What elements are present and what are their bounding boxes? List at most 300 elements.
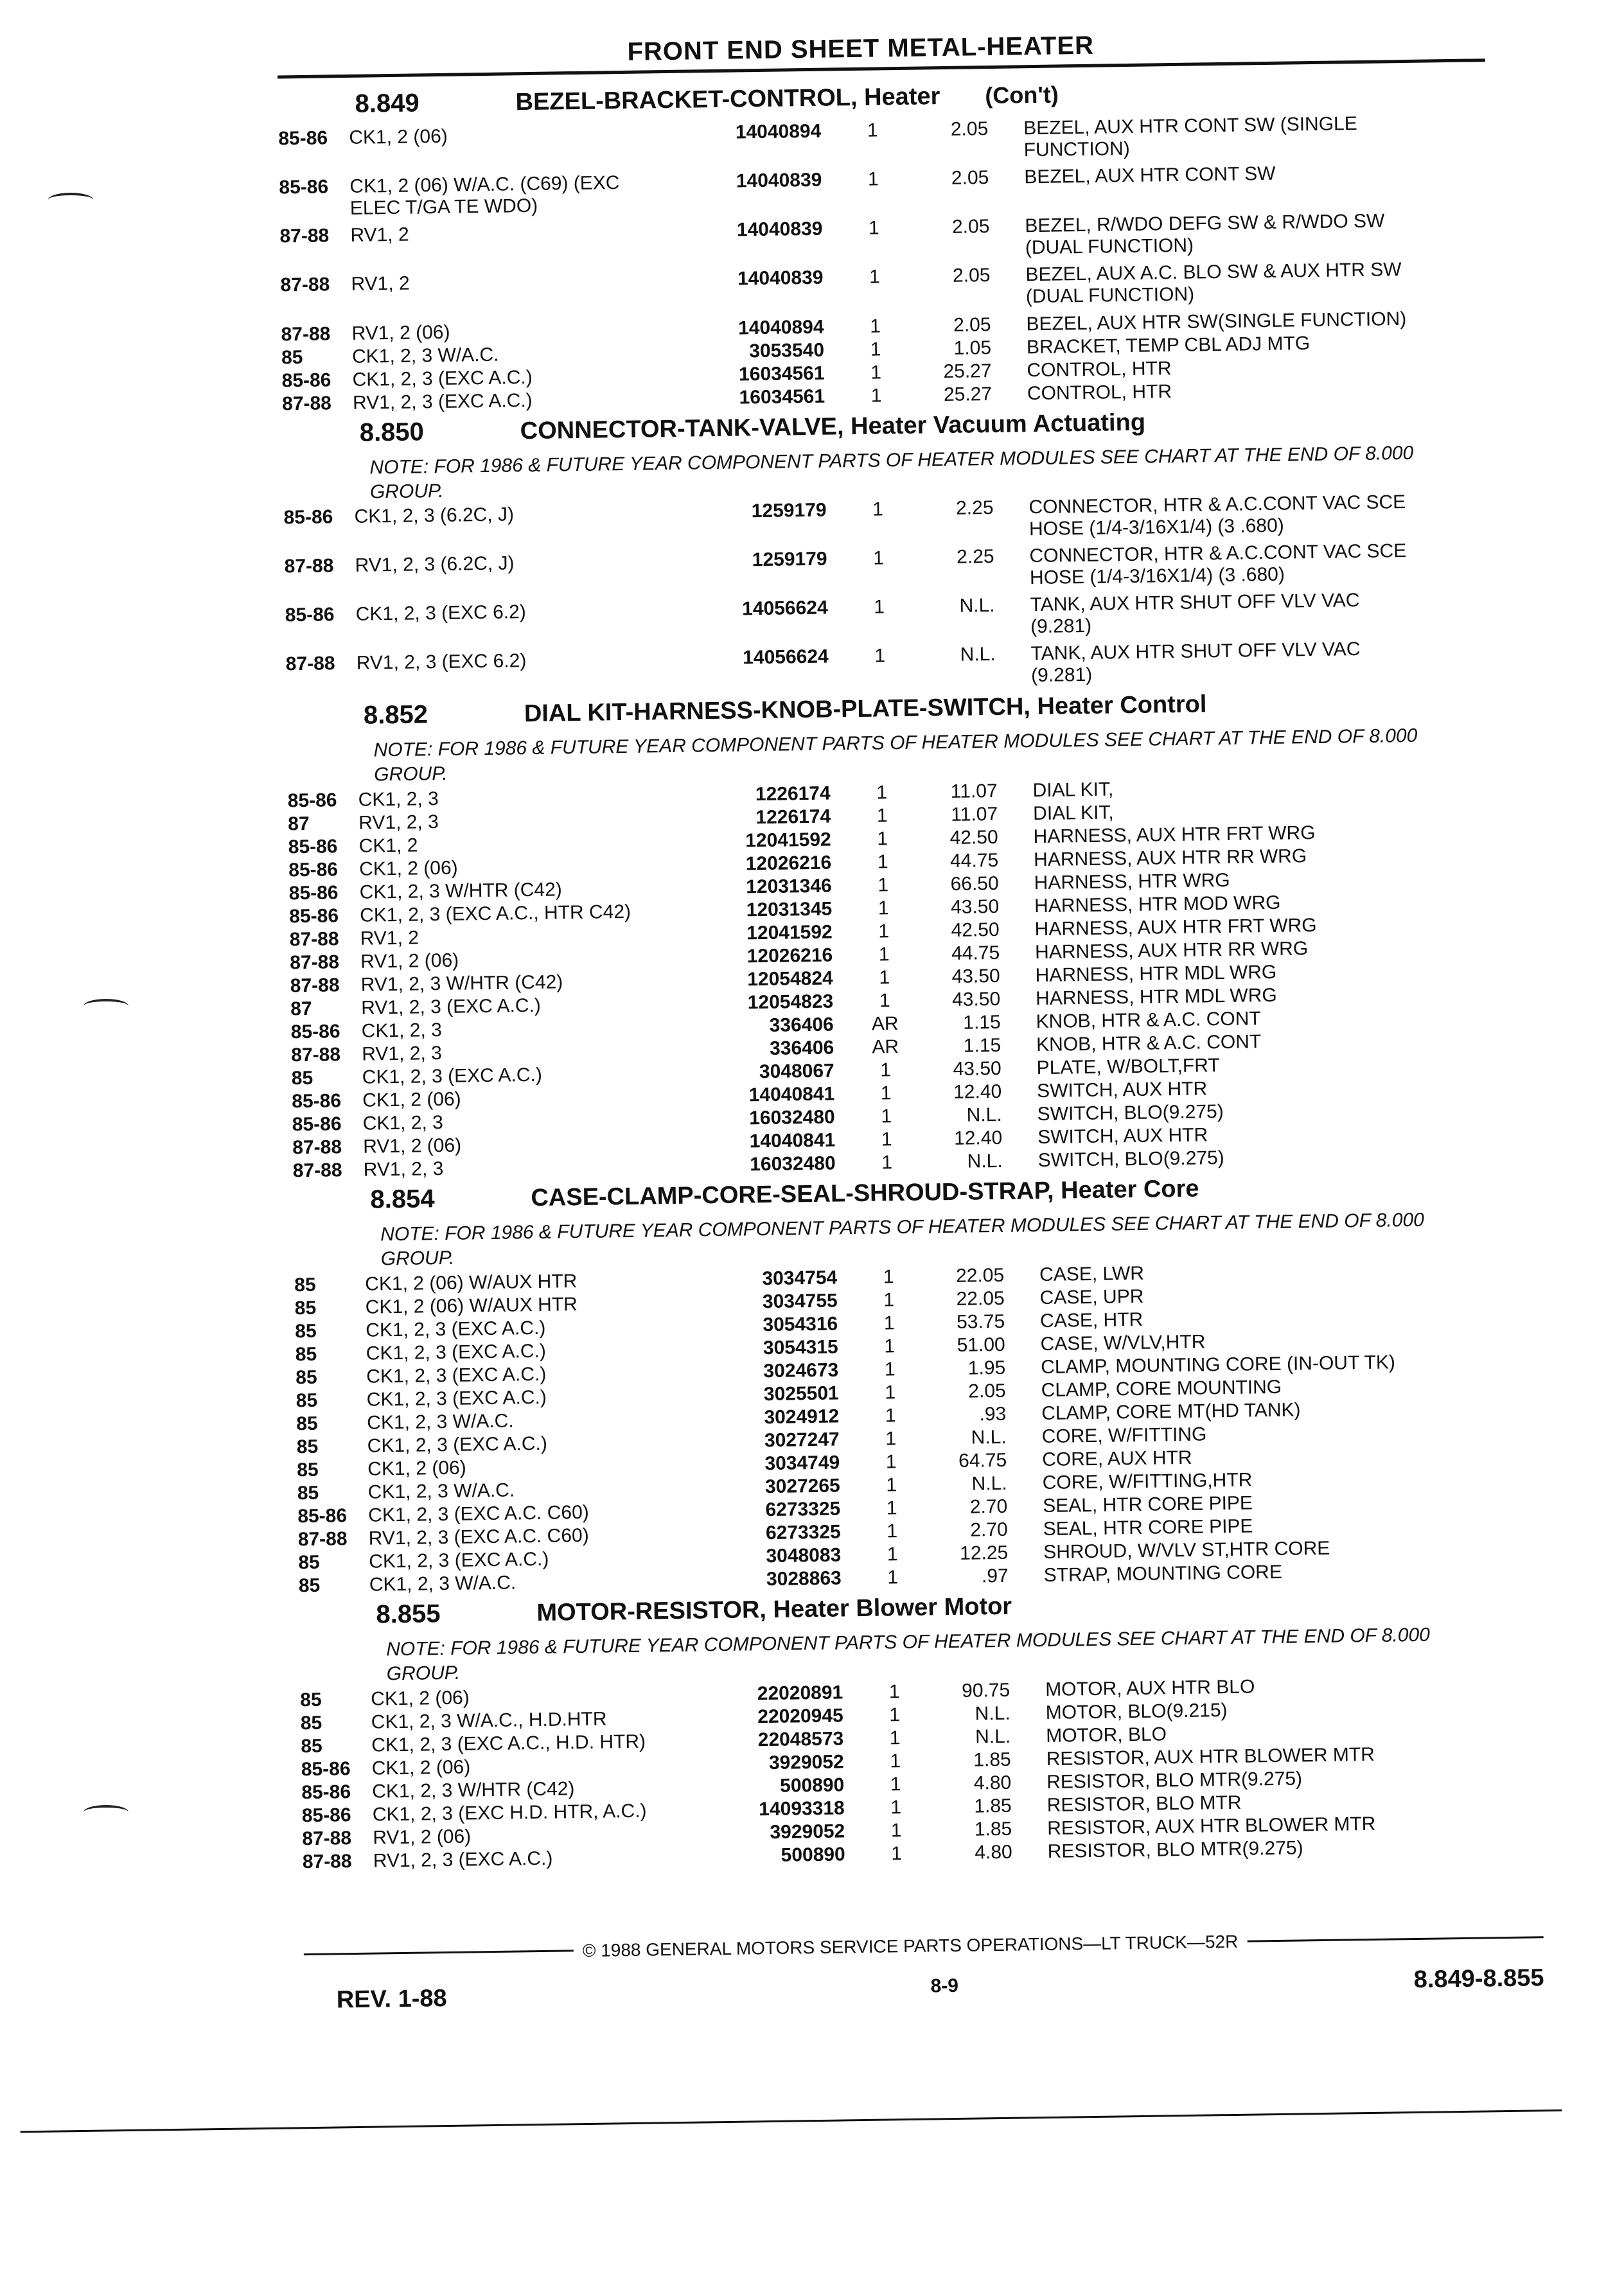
application: CK1, 2, 3 (EXC H.D. HTR, A.C.)	[372, 1800, 647, 1826]
year-range: 85-86	[278, 127, 328, 150]
description: RESISTOR, AUX HTR BLOWER MTR	[1046, 1813, 1376, 1839]
price: N.L.	[971, 1426, 1007, 1449]
description: HARNESS, HTR MOD WRG	[1034, 892, 1281, 917]
description: MOTOR, BLO	[1045, 1723, 1167, 1747]
section-2	[287, 685, 1526, 1183]
part-number: 12041592	[746, 921, 833, 944]
part-number: 16034561	[738, 362, 825, 385]
price: N.L.	[966, 1104, 1002, 1126]
price: 12.40	[953, 1127, 1003, 1149]
part-number: 12054824	[746, 967, 833, 991]
description: CORE, W/FITTING	[1041, 1423, 1207, 1448]
price: 1.85	[974, 1795, 1012, 1817]
price: 64.75	[958, 1449, 1007, 1472]
application: CK1, 2, 3 W/A.C.	[367, 1410, 514, 1434]
part-number: 14040839	[736, 169, 822, 192]
application: CK1, 2, 3 (EXC 6.2)	[355, 601, 527, 625]
application: CK1, 2, 3 W/HTR (C42)	[372, 1778, 575, 1802]
part-number: 336406	[769, 1037, 834, 1059]
part-number: 3025501	[763, 1382, 839, 1405]
part-number: 3034754	[762, 1267, 838, 1290]
quantity: 1	[872, 498, 884, 520]
application: CK1, 2, 3 W/A.C.	[369, 1572, 516, 1596]
part-number: 1259179	[751, 499, 827, 522]
year-range: 87-88	[291, 1044, 341, 1066]
description: DIAL KIT,	[1032, 802, 1114, 825]
application: CK1, 2, 3 (EXC A.C.)	[366, 1386, 547, 1411]
price: 43.50	[953, 1057, 1002, 1080]
quantity: 1	[887, 1520, 898, 1542]
quantity: 1	[890, 1750, 901, 1772]
parts-sections	[278, 74, 1536, 1878]
year-range: 85-86	[290, 1021, 340, 1043]
quantity: 1	[876, 782, 888, 804]
part-number: 14040841	[748, 1083, 835, 1106]
quantity: 1	[883, 1312, 895, 1334]
price: 44.75	[949, 849, 999, 872]
application: CK1, 2 (06)	[371, 1756, 471, 1779]
price: 11.07	[951, 803, 998, 825]
part-number: 500890	[781, 1844, 845, 1866]
quantity: AR	[871, 1013, 899, 1035]
part-number: 12031346	[745, 875, 832, 898]
part-number: 3048067	[759, 1060, 834, 1083]
part-number: 14040841	[749, 1129, 836, 1152]
description: TANK, AUX HTR SHUT OFF VLV VAC (9.281)	[1030, 590, 1360, 638]
description: BEZEL, AUX HTR SW(SINGLE FUNCTION)	[1026, 308, 1407, 335]
part-number: 500890	[779, 1774, 845, 1797]
quantity: 1	[874, 596, 885, 618]
price: 1.05	[953, 337, 992, 359]
part-number: 1226174	[755, 782, 831, 806]
quantity: 1	[867, 119, 878, 141]
price: 2.05	[951, 216, 990, 238]
quantity: 1	[868, 217, 879, 239]
quantity: 1	[879, 990, 890, 1012]
part-number: 3048083	[766, 1544, 842, 1567]
price: N.L.	[967, 1150, 1003, 1172]
price: N.L.	[959, 594, 995, 617]
application: CK1, 2, 3 (EXC A.C., HTR C42)	[360, 901, 631, 926]
year-range: 85-86	[292, 1090, 342, 1113]
application: RV1, 2, 3	[362, 1043, 443, 1065]
price: 43.50	[951, 988, 1001, 1010]
part-number: 1226174	[755, 806, 831, 829]
year-range: 85	[281, 346, 303, 369]
year-range: 87-88	[281, 392, 332, 415]
price: 2.25	[955, 497, 994, 519]
quantity: 1	[881, 1105, 892, 1127]
application: RV1, 2, 3 (EXC 6.2)	[356, 650, 527, 674]
description: HARNESS, AUX HTR RR WRG	[1034, 938, 1309, 964]
quantity: 1	[880, 1059, 892, 1081]
price: 22.05	[955, 1264, 1005, 1287]
price: 2.70	[969, 1495, 1008, 1518]
part-number: 3034749	[764, 1452, 840, 1475]
description: CASE, LWR	[1039, 1262, 1145, 1286]
year-range: 85	[295, 1320, 317, 1343]
quantity: 1	[886, 1497, 897, 1519]
description: RESISTOR, BLO MTR	[1046, 1792, 1242, 1816]
quantity: 1	[881, 1152, 893, 1174]
description: CASE, W/VLV,HTR	[1040, 1331, 1206, 1355]
application: RV1, 2 (06)	[360, 949, 459, 973]
quantity: 1	[874, 645, 886, 667]
section-number: 8.850	[359, 418, 425, 447]
description: CLAMP, MOUNTING CORE (IN-OUT TK)	[1040, 1352, 1396, 1378]
section-note: NOTE: FOR 1986 & FUTURE YEAR COMPONENT PARTS OF HEATER MODULES SEE CHART AT THE END OF 8.000 GROUP.	[385, 1624, 1431, 1685]
quantity: 1	[878, 944, 890, 965]
description: CONNECTOR, HTR & A.C.CONT VAC SCE HOSE (1/4-3/16X1/4) (3 .680)	[1028, 491, 1406, 540]
section-title: CONNECTOR-TANK-VALVE, Heater Vacuum Actuating	[520, 409, 1146, 445]
part-number: 14056624	[741, 597, 828, 620]
description: HARNESS, HTR MDL WRG	[1035, 961, 1277, 987]
part-number: 3054316	[763, 1313, 838, 1336]
section-4	[299, 1584, 1536, 1874]
part-number: 22020891	[757, 1682, 843, 1705]
quantity: 1	[888, 1681, 900, 1703]
part-number: 3028863	[766, 1567, 842, 1590]
part-number: 14040839	[737, 267, 824, 290]
price: 22.05	[956, 1287, 1005, 1310]
page-title: FRONT END SHEET METAL-HEATER	[627, 31, 1095, 66]
application: CK1, 2, 3	[362, 1112, 444, 1134]
year-range: 85-86	[281, 369, 331, 392]
price: 53.75	[956, 1310, 1005, 1333]
description: BEZEL, AUX A.C. BLO SW & AUX HTR SW (DUAL FUNCTION)	[1025, 259, 1402, 308]
page-number: 8-9	[930, 1975, 959, 1997]
part-number: 6273325	[765, 1521, 841, 1544]
part-number: 16032480	[750, 1152, 836, 1176]
application: CK1, 2 (06) W/A.C. (C69) (EXC ELEC T/GA TE WDO)	[349, 172, 620, 219]
description: SHROUD, W/VLV ST,HTR CORE	[1043, 1537, 1330, 1563]
application: CK1, 2 (06)	[371, 1687, 470, 1710]
application: RV1, 2, 3 W/HTR (C42)	[360, 971, 563, 996]
price: 12.25	[959, 1542, 1009, 1564]
application: CK1, 2 (06)	[349, 125, 448, 148]
description: HARNESS, HTR MDL WRG	[1035, 984, 1277, 1010]
description: SEAL, HTR CORE PIPE	[1042, 1492, 1253, 1517]
quantity: 1	[881, 1129, 892, 1150]
quantity: 1	[886, 1474, 897, 1496]
description: SWITCH, BLO(9.275)	[1037, 1147, 1224, 1172]
year-range: 87-88	[279, 225, 330, 247]
revision-label: REV. 1-88	[336, 1985, 447, 2014]
price: .93	[979, 1403, 1007, 1425]
application: RV1, 2 (06)	[363, 1134, 462, 1158]
price: 1.85	[973, 1748, 1011, 1771]
year-range: 85	[296, 1413, 318, 1435]
part-number: 12031345	[746, 898, 833, 921]
year-range: 85	[294, 1297, 317, 1319]
year-range: 85	[295, 1343, 317, 1366]
section-number: 8.852	[363, 700, 428, 730]
description: BEZEL, R/WDO DEFG SW & R/WDO SW (DUAL FUNCTION)	[1025, 210, 1385, 259]
description: MOTOR, BLO(9.215)	[1045, 1700, 1228, 1724]
section-0	[278, 74, 1515, 416]
application: RV1, 2, 3 (EXC A.C.)	[373, 1847, 553, 1872]
description: HARNESS, AUX HTR FRT WRG	[1034, 915, 1317, 940]
section-note: NOTE: FOR 1986 & FUTURE YEAR COMPONENT PARTS OF HEATER MODULES SEE CHART AT THE END OF 8.000 GROUP.	[380, 1209, 1425, 1270]
description: RESISTOR, BLO MTR(9.275)	[1047, 1837, 1303, 1862]
description: SEAL, HTR CORE PIPE	[1043, 1515, 1253, 1540]
description: SWITCH, AUX HTR	[1037, 1124, 1208, 1149]
description: TANK, AUX HTR SHUT OFF VLV VAC (9.281)	[1030, 638, 1361, 687]
year-range: 85-86	[297, 1505, 348, 1528]
part-number: 12026216	[745, 852, 832, 875]
application: RV1, 2, 3	[363, 1158, 444, 1181]
quantity: 1	[880, 1082, 892, 1104]
year-range: 85	[296, 1389, 318, 1412]
year-range: 85	[301, 1735, 322, 1757]
year-range: 85	[294, 1274, 316, 1296]
application: CK1, 2, 3 W/A.C., H.D.HTR	[371, 1708, 607, 1733]
quantity: 1	[885, 1451, 897, 1473]
section-3	[293, 1169, 1532, 1598]
quantity: 1	[877, 851, 888, 873]
quantity: 1	[870, 339, 881, 360]
part-number: 12054823	[747, 991, 834, 1014]
year-range: 87-88	[284, 555, 334, 577]
price: 25.27	[943, 360, 992, 383]
quantity: 1	[878, 874, 889, 896]
quantity: 1	[890, 1797, 902, 1818]
description: CASE, UPR	[1039, 1285, 1144, 1309]
description: SWITCH, BLO(9.275)	[1037, 1101, 1224, 1125]
price: 43.50	[950, 895, 1000, 918]
application: CK1, 2 (06)	[362, 1088, 461, 1111]
price: N.L.	[975, 1725, 1011, 1748]
price: 2.25	[956, 545, 994, 568]
description: PLATE, W/BOLT,FRT	[1036, 1055, 1220, 1079]
year-range: 85-86	[301, 1781, 351, 1804]
year-range: 87	[290, 998, 312, 1020]
application: CK1, 2 (06)	[367, 1457, 466, 1480]
description: KNOB, HTR & A.C. CONT	[1036, 1031, 1262, 1056]
year-range: 87	[288, 813, 310, 835]
quantity: 1	[890, 1774, 901, 1795]
quantity: 1	[876, 805, 888, 827]
price: 4.80	[975, 1841, 1012, 1863]
description: CORE, AUX HTR	[1041, 1447, 1192, 1471]
description: SWITCH, AUX HTR	[1036, 1078, 1208, 1102]
year-range: 85-86	[288, 859, 339, 881]
quantity: 1	[869, 315, 881, 337]
year-range: 87-88	[290, 974, 340, 997]
year-range: 85	[298, 1574, 321, 1597]
part-number: 12041592	[745, 829, 831, 852]
part-number: 22020945	[757, 1705, 843, 1728]
bottom-scan-line	[21, 2109, 1562, 2133]
price: .97	[981, 1565, 1009, 1587]
description: CONTROL, HTR	[1027, 358, 1172, 382]
description: CONNECTOR, HTR & A.C.CONT VAC SCE HOSE (1/4-3/16X1/4) (3 .680)	[1029, 540, 1407, 589]
year-range: 87-88	[297, 1528, 348, 1551]
year-range: 85	[300, 1712, 322, 1734]
part-number: 14056624	[742, 646, 829, 669]
application: RV1, 2 (06)	[351, 321, 450, 344]
quantity: 1	[878, 920, 890, 942]
description: CASE, HTR	[1039, 1308, 1143, 1332]
description: CLAMP, CORE MT(HD TANK)	[1041, 1399, 1301, 1425]
part-number: 6273325	[765, 1498, 841, 1521]
price: 4.80	[973, 1772, 1012, 1794]
section-title: DIAL KIT-HARNESS-KNOB-PLATE-SWITCH, Heater Control	[524, 691, 1207, 728]
application: CK1, 2, 3 (EXC A.C.)	[367, 1432, 548, 1457]
application: CK1, 2, 3 (EXC A.C. C60)	[368, 1501, 589, 1526]
section-number: 8.855	[376, 1599, 441, 1629]
quantity: AR	[872, 1036, 899, 1058]
application: CK1, 2, 3 (EXC A.C.)	[369, 1548, 549, 1572]
part-number: 3929052	[768, 1751, 844, 1774]
quantity: 1	[889, 1704, 901, 1726]
part-number: 14040839	[736, 218, 823, 241]
quantity: 1	[885, 1405, 896, 1427]
application: CK1, 2, 3 (6.2C, J)	[354, 504, 515, 527]
price: 66.50	[950, 872, 999, 895]
quantity: 1	[889, 1727, 901, 1749]
binder-hole-mark	[84, 1805, 128, 1819]
quantity: 1	[890, 1820, 902, 1842]
year-range: 85	[296, 1366, 317, 1389]
section-continued: (Con't)	[985, 81, 1059, 109]
quantity: 1	[878, 897, 889, 919]
quantity: 1	[885, 1428, 897, 1450]
year-range: 85	[291, 1067, 313, 1089]
application: RV1, 2, 3 (EXC A.C. C60)	[368, 1524, 589, 1549]
copyright-line: © 1988 GENERAL MOTORS SERVICE PARTS OPERATIONS—LT TRUCK—52R	[574, 1932, 1248, 1962]
description: BRACKET, TEMP CBL ADJ MTG	[1026, 333, 1311, 358]
year-range: 85-86	[279, 176, 329, 198]
section-note: NOTE: FOR 1986 & FUTURE YEAR COMPONENT PARTS OF HEATER MODULES SEE CHART AT THE END OF 8.000 GROUP.	[369, 442, 1414, 503]
price: 2.05	[951, 167, 989, 189]
part-number: 14040894	[735, 120, 822, 143]
price: 44.75	[951, 942, 1000, 964]
binder-hole-mark	[84, 999, 128, 1013]
part-number: 22048573	[757, 1728, 844, 1751]
year-range: 85-86	[292, 1113, 342, 1136]
section-number: 8.854	[370, 1184, 435, 1214]
quantity: 1	[872, 547, 885, 569]
quantity: 1	[884, 1359, 896, 1380]
section-1	[282, 403, 1519, 698]
quantity: 1	[883, 1266, 894, 1288]
price: 11.07	[950, 780, 998, 802]
application: RV1, 2, 3 (6.2C, J)	[355, 552, 515, 576]
application: CK1, 2, 3 (EXC A.C.)	[366, 1363, 547, 1387]
part-number: 14093318	[759, 1797, 845, 1820]
description: RESISTOR, AUX HTR BLOWER MTR	[1046, 1743, 1375, 1770]
application: CK1, 2, 3 W/HTR (C42)	[359, 879, 563, 903]
section-title: MOTOR-RESISTOR, Heater Blower Motor	[536, 1592, 1012, 1627]
description: KNOB, HTR & A.C. CONT	[1036, 1008, 1261, 1033]
price: 42.50	[949, 826, 998, 849]
year-range: 87-88	[292, 1136, 342, 1159]
description: BEZEL, AUX HTR CONT SW (SINGLE FUNCTION)	[1023, 112, 1357, 161]
part-number: 1259179	[752, 548, 827, 571]
part-number: 3053540	[749, 339, 825, 362]
part-number: 3027265	[764, 1475, 840, 1498]
quantity: 1	[883, 1289, 895, 1311]
quantity: 1	[879, 967, 890, 989]
page-footer	[304, 1931, 1544, 2014]
application: RV1, 2, 3 (EXC A.C.)	[361, 994, 542, 1019]
quantity: 1	[885, 1382, 896, 1404]
quantity: 1	[867, 168, 879, 190]
application: RV1, 2	[360, 927, 419, 949]
year-range: 87-88	[281, 323, 331, 346]
description: MOTOR, AUX HTR BLO	[1045, 1676, 1255, 1701]
description: RESISTOR, BLO MTR(9.275)	[1046, 1768, 1303, 1793]
part-number: 3024673	[763, 1359, 839, 1382]
quantity: 1	[870, 362, 882, 383]
quantity: 1	[887, 1544, 898, 1565]
application: CK1, 2 (06)	[359, 857, 458, 880]
price: 1.15	[963, 1034, 1002, 1057]
quantity: 1	[870, 385, 882, 407]
price: 2.05	[952, 264, 991, 286]
part-number: 16034561	[739, 385, 825, 409]
application: CK1, 2 (06) W/AUX HTR	[365, 1271, 578, 1295]
year-range: 87-88	[302, 1851, 352, 1873]
section-title: BEZEL-BRACKET-CONTROL, Heater	[515, 83, 940, 116]
price: 2.05	[953, 313, 991, 336]
year-range: 87-88	[280, 274, 330, 296]
part-number: 16032480	[749, 1106, 835, 1129]
year-range: 85-86	[288, 836, 338, 858]
year-range: 87-88	[302, 1827, 352, 1850]
application: CK1, 2	[358, 834, 418, 857]
price: 25.27	[943, 383, 993, 406]
application: CK1, 2, 3	[361, 1019, 443, 1042]
description: HARNESS, AUX HTR FRT WRG	[1033, 822, 1316, 848]
quantity: 1	[891, 1843, 903, 1865]
year-range: 85-86	[301, 1804, 351, 1827]
description: CLAMP, CORE MOUNTING	[1041, 1376, 1282, 1402]
quantity: 1	[869, 266, 881, 288]
section-note: NOTE: FOR 1986 & FUTURE YEAR COMPONENT PARTS OF HEATER MODULES SEE CHART AT THE END OF 8.000 GROUP.	[373, 725, 1418, 786]
year-range: 87-88	[285, 653, 335, 675]
year-range: 85	[300, 1689, 322, 1711]
year-range: 85-86	[285, 604, 335, 626]
price: 1.95	[967, 1357, 1006, 1379]
application: RV1, 2	[350, 224, 409, 246]
price: 2.05	[968, 1380, 1006, 1402]
year-range: 85-86	[287, 789, 337, 812]
price: N.L.	[971, 1472, 1007, 1495]
application: CK1, 2, 3	[358, 788, 439, 811]
description: STRAP, MOUNTING CORE	[1043, 1561, 1283, 1587]
application: CK1, 2, 3 (EXC A.C., H.D. HTR)	[371, 1730, 646, 1756]
year-range: 87-88	[289, 928, 339, 951]
year-range: 85-86	[288, 882, 339, 904]
application: CK1, 2, 3 W/A.C.	[351, 344, 499, 367]
price: 90.75	[961, 1679, 1011, 1702]
price: 12.40	[953, 1080, 1002, 1103]
part-number: 14040894	[737, 316, 824, 339]
price: 1.85	[974, 1818, 1012, 1840]
year-range: 85-86	[301, 1758, 351, 1781]
price: 2.70	[970, 1519, 1008, 1541]
part-number: 3024912	[764, 1405, 840, 1429]
description: BEZEL, AUX HTR CONT SW	[1024, 163, 1276, 188]
application: CK1, 2, 3 (EXC A.C.)	[362, 1064, 543, 1088]
year-range: 87-88	[292, 1159, 342, 1182]
part-number: 3027247	[764, 1429, 840, 1452]
price: N.L.	[975, 1702, 1011, 1725]
year-range: 85	[298, 1551, 320, 1574]
description: DIAL KIT,	[1032, 779, 1114, 802]
